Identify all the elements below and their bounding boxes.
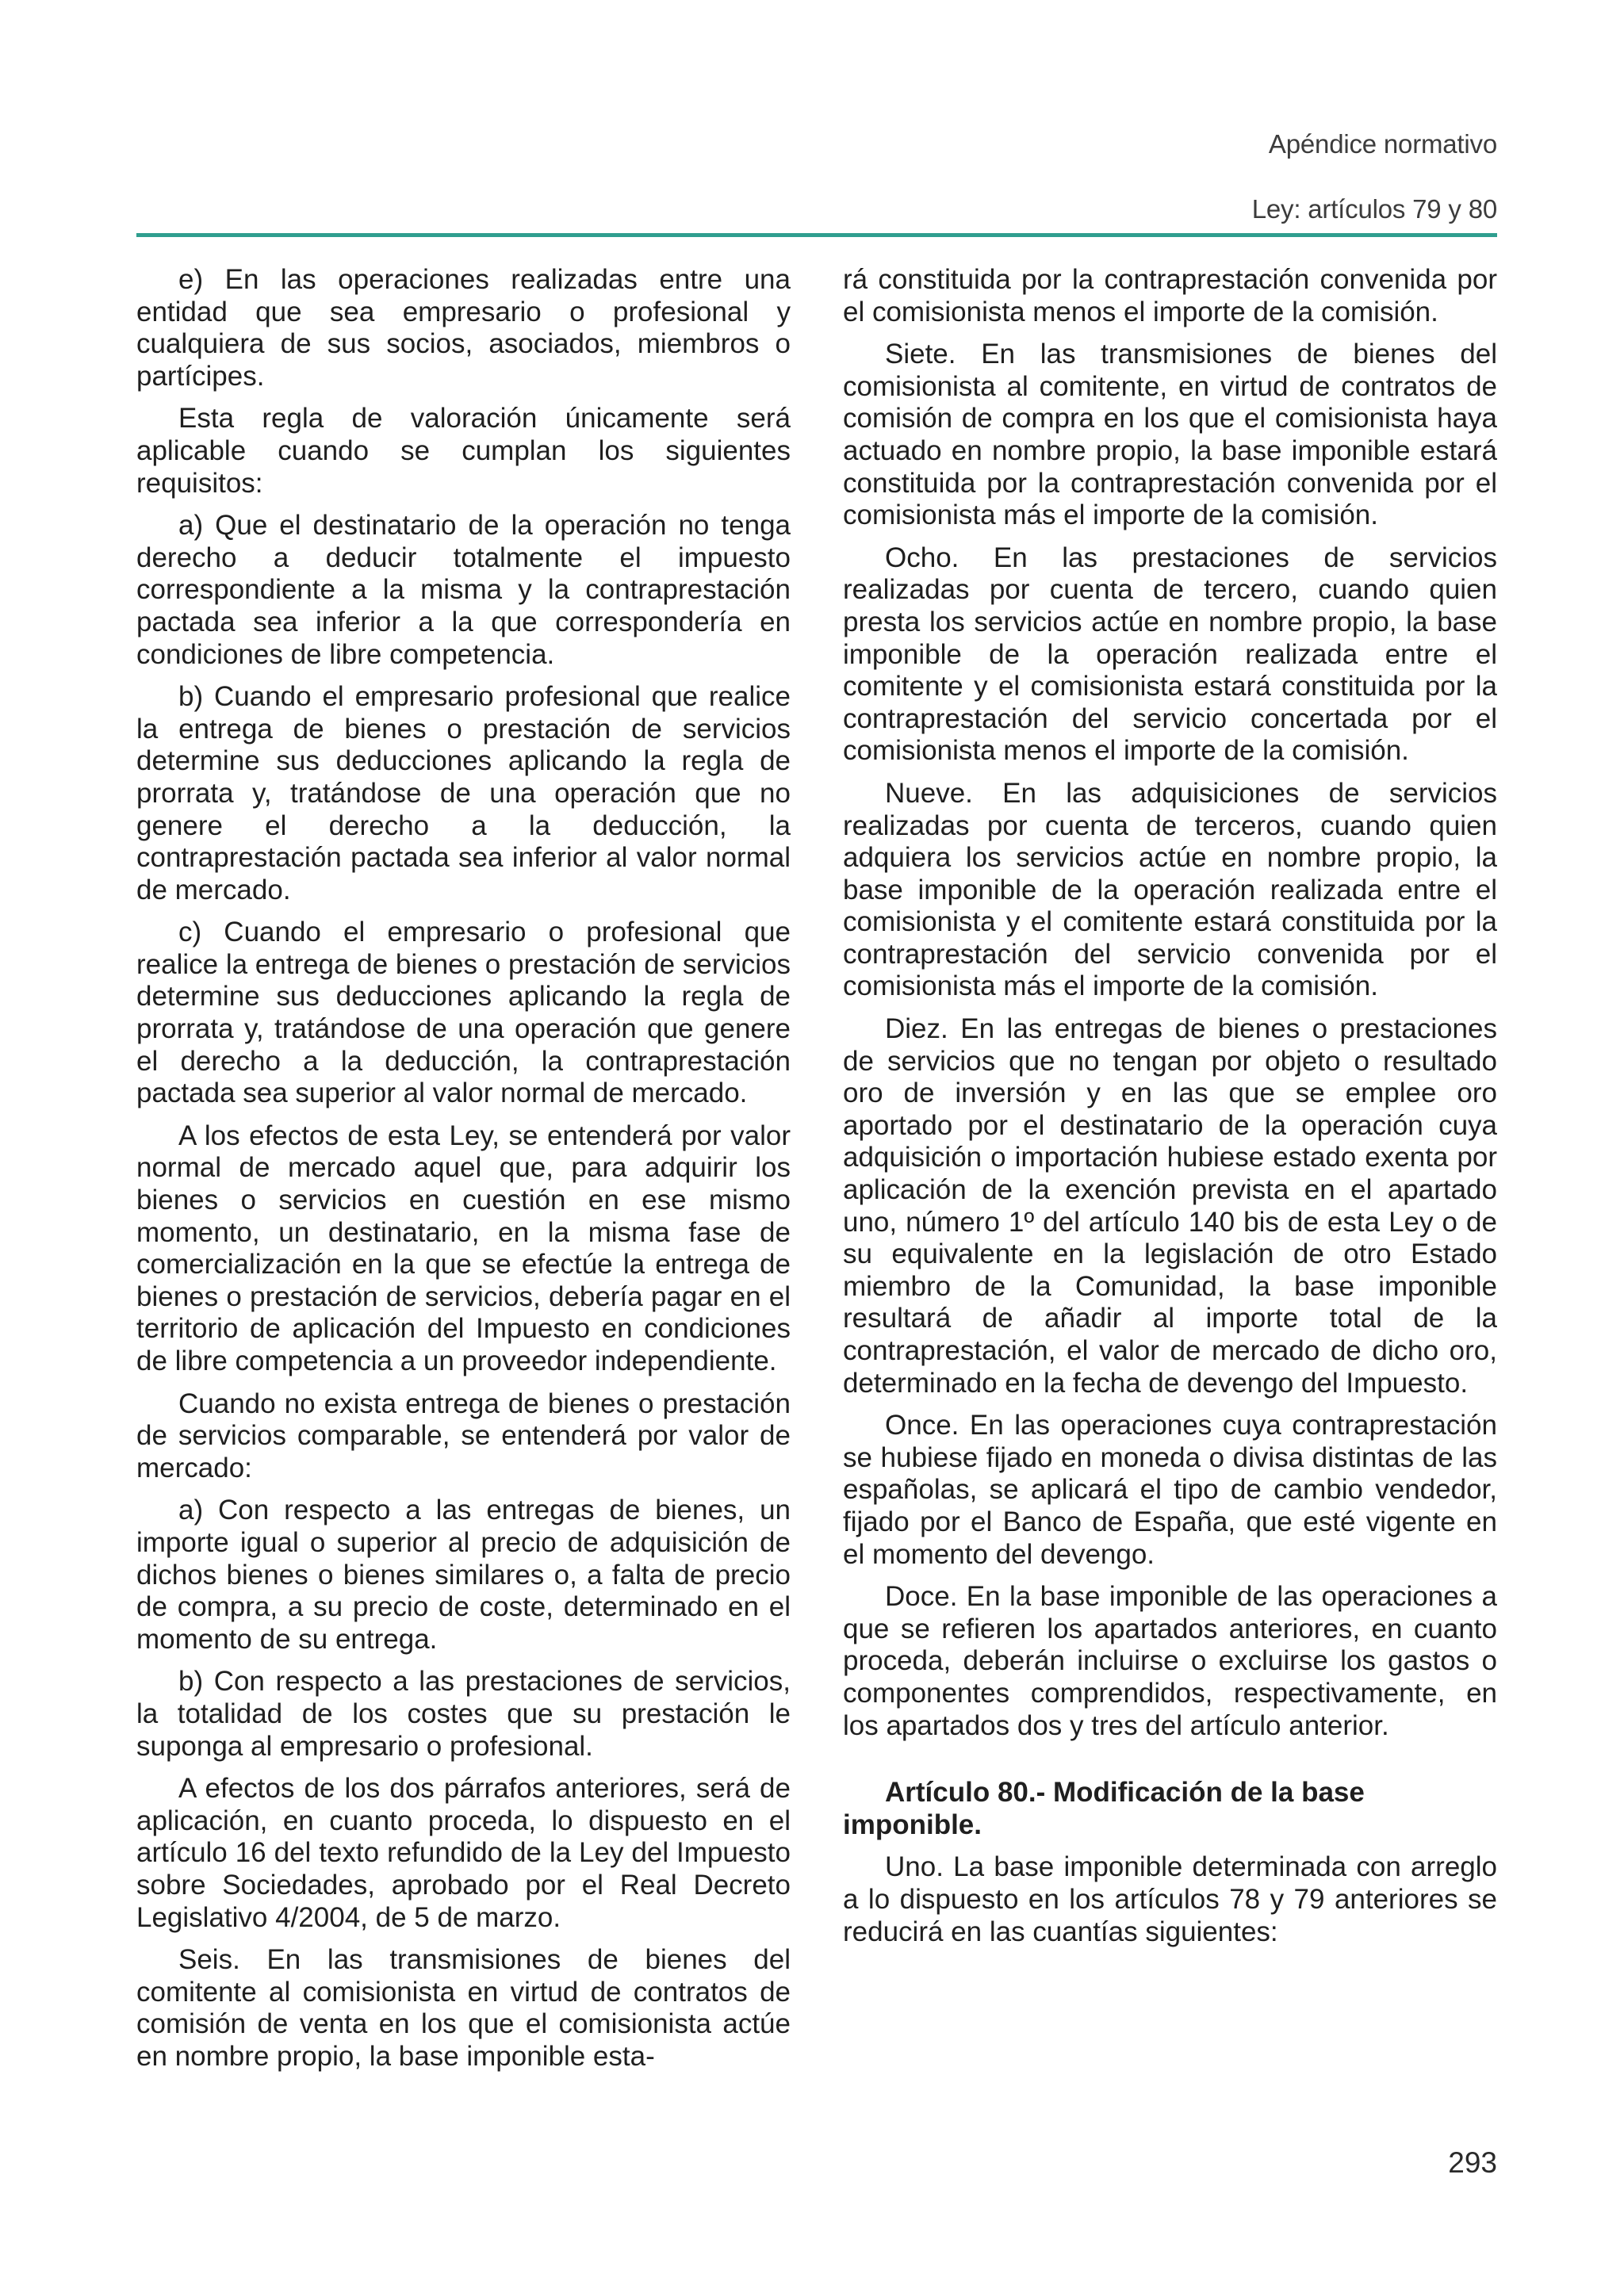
header-rule: [136, 233, 1497, 237]
left-column: [136, 264, 791, 2083]
paragraph: a) Que el destinatario de la operación no tenga derecho a deducir totalmente el impuesto correspondiente a la misma y la contraprestación pactada sea inferior a la que correspondería en condiciones de libre competencia.: [136, 510, 791, 670]
article-heading: Artículo 80.- Modificación de la base imponible.: [843, 1777, 1365, 1840]
paragraph: b) Cuando el empresario profesional que realice la entrega de bienes o prestación de servicios determine sus deducciones aplicando la regla de prorrata y, tratándose de una operación que no genere el derecho a la deducción, la contraprestación pactada sea inferior al valor normal de mercado.: [136, 681, 791, 905]
running-header-section: Apéndice normativo: [1268, 129, 1497, 159]
paragraph: Nueve. En las adquisiciones de servicios realizadas por cuenta de terceros, cuando quien adquiera los servicios actúe en nombre propio, la base imponible de la operación realizada entre el comisionista y el comitente estará constituida por la contraprestación del servicio convenida por el comisionista más el importe de la comisión.: [843, 777, 1497, 1002]
paragraph: A los efectos de esta Ley, se entenderá por valor normal de mercado aquel que, para adquirir los bienes o servicios en cuestión en ese mismo momento, un destinatario, en la misma fase de comercialización en la que se efectúe la entrega de bienes o prestación de servicios, debería pagar en el territorio de aplicación del Impuesto en condiciones de libre competencia a un proveedor independiente.: [136, 1120, 791, 1376]
paragraph: Diez. En las entregas de bienes o prestaciones de servicios que no tengan por objeto o resultado oro de inversión y en las que se emplee oro aportado por el destinatario de la operación cuya adquisición o importación hubiese estado exenta por aplicación de la exención prevista en el apartado uno, número 1º del artículo 140 bis de esta Ley o de su equivalente en la legislación de otro Estado miembro de la Comunidad, la base imponible resultará de añadir al importe total de la contraprestación, el valor de mercado de dicho oro, determinado en la fecha de devengo del Impuesto.: [843, 1013, 1497, 1399]
paragraph: b) Con respecto a las prestaciones de servicios, la totalidad de los costes que su prestación le suponga al empresario o profesional.: [136, 1666, 791, 1762]
paragraph: Siete. En las transmisiones de bienes del comisionista al comitente, en virtud de contratos de comisión de compra en los que el comisionista haya actuado en nombre propio, la base imponible estará constituida por la contraprestación convenida por el comisionista más el importe de la comisión.: [843, 339, 1497, 531]
paragraph: Esta regla de valoración únicamente será aplicable cuando se cumplan los siguientes requisitos:: [136, 403, 791, 499]
paragraph: Seis. En las transmisiones de bienes del comitente al comisionista en virtud de contratos de comisión de venta en los que el comisionista actúe en nombre propio, la base imponible esta-: [136, 1944, 791, 2072]
right-column: [843, 264, 1497, 1958]
paragraph: a) Con respecto a las entregas de bienes, un importe igual o superior al precio de adquisición de dichos bienes o bienes similares o, a falta de precio de compra, a su precio de coste, determinado en el momento de su entrega.: [136, 1495, 791, 1655]
running-header-articles: Ley: artículos 79 y 80: [1251, 194, 1497, 224]
paragraph: Ocho. En las prestaciones de servicios realizadas por cuenta de tercero, cuando quien presta los servicios actúe en nombre propio, la base imponible de la operación realizada entre el comitente y el comisionista estará constituida por la contraprestación del servicio concertada por el comisionista menos el importe de la comisión.: [843, 542, 1497, 767]
paragraph: e) En las operaciones realizadas entre una entidad que sea empresario o profesional y cualquiera de sus socios, asociados, miembros o partícipes.: [136, 264, 791, 392]
paragraph: Doce. En la base imponible de las operaciones a que se refieren los apartados anteriores, en cuanto proceda, deberán incluirse o excluirse los gastos o componentes comprendidos, respectivamente, en los apartados dos y tres del artículo anterior.: [843, 1581, 1497, 1741]
paragraph: A efectos de los dos párrafos anteriores, será de aplicación, en cuanto proceda, lo dispuesto en el artículo 16 del texto refundido de la Ley del Impuesto sobre Sociedades, aprobado por el Real Decreto Legislativo 4/2004, de 5 de marzo.: [136, 1773, 791, 1933]
page-number: 293: [1448, 2146, 1497, 2179]
paragraph: Cuando no exista entrega de bienes o prestación de servicios comparable, se entenderá por valor de mercado:: [136, 1388, 791, 1483]
paragraph: c) Cuando el empresario o profesional que realice la entrega de bienes o prestación de servicios determine sus deducciones aplicando la regla de prorrata y, tratándose de una operación que genere el derecho a la deducción, la contraprestación pactada sea superior al valor normal de mercado.: [136, 917, 791, 1109]
paragraph: Once. En las operaciones cuya contraprestación se hubiese fijado en moneda o divisa distintas de las españolas, se aplicará el tipo de cambio vendedor, fijado por el Banco de España, que esté vigente en el momento del devengo.: [843, 1410, 1497, 1570]
continued-paragraph: rá constituida por la contraprestación convenida por el comisionista menos el importe de la comisión.: [843, 264, 1497, 327]
paragraph: Uno. La base imponible determinada con arreglo a lo dispuesto en los artículos 78 y 79 anteriores se reducirá en las cuantías siguientes:: [843, 1851, 1497, 1947]
